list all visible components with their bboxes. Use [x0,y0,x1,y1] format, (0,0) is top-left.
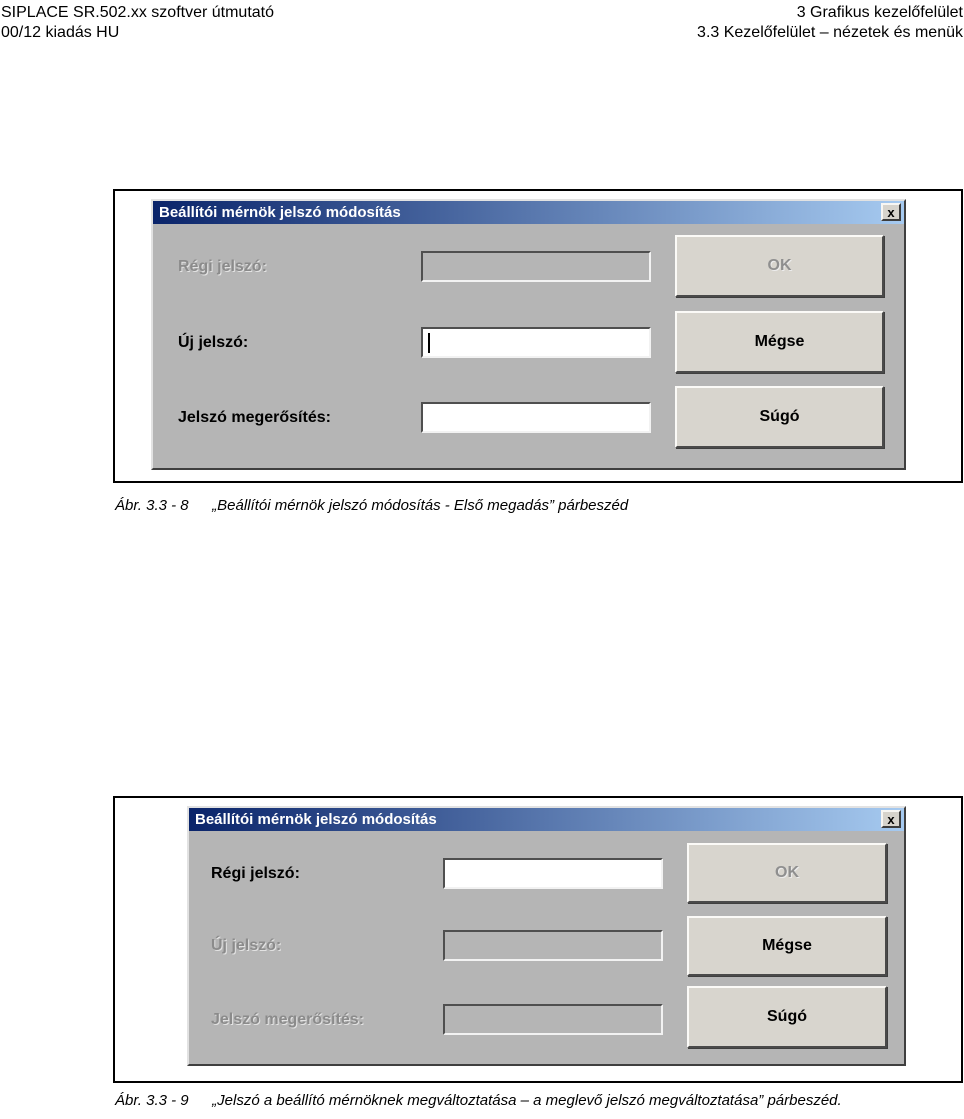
new-password-input [443,930,663,961]
dialog-titlebar [153,201,904,224]
header-section: 3.3 Kezelőfelület – nézetek és menük [697,24,963,41]
caption-text: „Jelszó a beállító mérnöknek megváltoztatása – a meglevő jelszó megváltoztatása” párbeszéd. [212,1092,842,1109]
caption-text: „Beállítói mérnök jelszó módosítás - Első megadás” párbeszéd [212,497,629,514]
figure-caption-2 [115,1092,842,1109]
password-dialog-change-existing [187,806,906,1066]
header-right [697,3,963,43]
new-password-label: Új jelszó: [178,334,249,351]
figure-frame-1 [113,189,963,483]
new-password-input[interactable] [421,327,651,358]
header-chapter: 3 Grafikus kezelőfelület [796,4,963,21]
header-left [1,3,274,43]
close-button[interactable] [881,810,901,828]
ok-button: OK [675,235,884,297]
dialog-title: Beállítói mérnök jelszó módosítás [195,811,437,828]
close-icon: x [887,204,895,220]
figure-frame-2 [113,796,963,1083]
close-icon: x [887,811,895,827]
header-edition: 00/12 kiadás HU [1,24,120,41]
caption-number: Ábr. 3.3 - 8 [115,497,189,514]
cancel-button[interactable]: Mégse [687,916,887,976]
old-password-input [421,251,651,282]
old-password-label: Régi jelszó: [178,258,267,275]
header-doc-title: SIPLACE SR.502.xx szoftver útmutató [1,4,275,21]
old-password-label: Régi jelszó: [211,865,300,882]
cancel-button[interactable]: Mégse [675,311,884,373]
help-button[interactable]: Súgó [687,986,887,1048]
confirm-password-label: Jelszó megerősítés: [211,1011,364,1028]
dialog-titlebar [189,808,904,831]
new-password-label: Új jelszó: [211,937,282,954]
confirm-password-input[interactable] [421,402,651,433]
ok-button: OK [687,843,887,903]
confirm-password-input [443,1004,663,1035]
old-password-input[interactable] [443,858,663,889]
dialog-title: Beállítói mérnök jelszó módosítás [159,204,401,221]
confirm-password-label: Jelszó megerősítés: [178,409,331,426]
password-dialog-first-entry [151,199,906,470]
close-button[interactable] [881,203,901,221]
caption-number: Ábr. 3.3 - 9 [115,1092,189,1109]
figure-caption-1 [115,497,628,514]
help-button[interactable]: Súgó [675,386,884,448]
text-caret [428,333,430,353]
